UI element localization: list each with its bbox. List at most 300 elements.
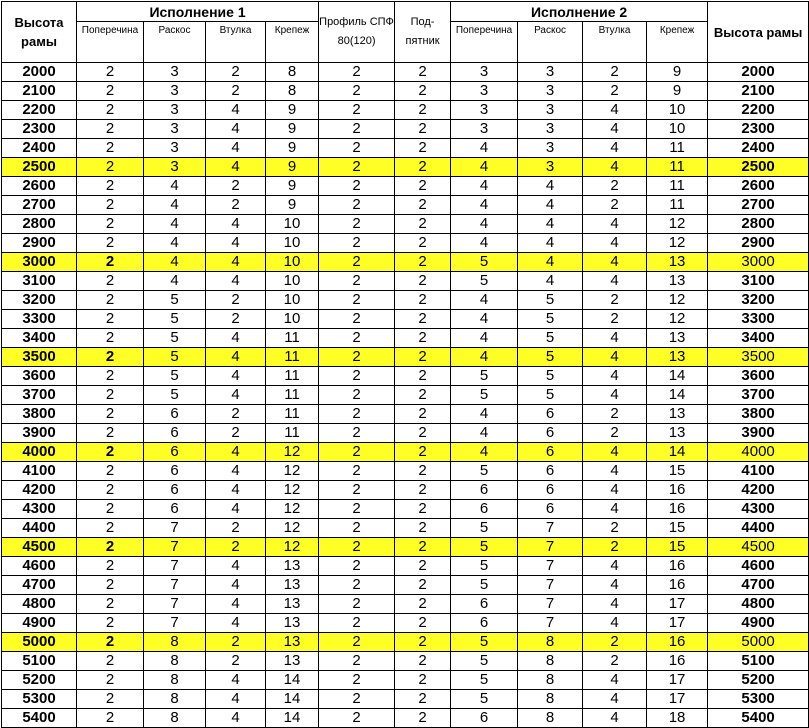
- value-cell: 9: [266, 177, 319, 196]
- value-cell: 4: [206, 595, 266, 614]
- value-cell: 4: [206, 120, 266, 139]
- table-row: [2, 614, 809, 633]
- value-cell: 12: [647, 234, 708, 253]
- height-cell-left: 2000: [2, 63, 77, 82]
- value-cell: 5: [144, 291, 206, 310]
- value-cell: 2: [77, 405, 144, 424]
- value-cell: 2: [77, 291, 144, 310]
- value-cell: 2: [395, 386, 451, 405]
- value-cell: 2: [77, 614, 144, 633]
- value-cell: 3: [518, 120, 583, 139]
- table-row: [2, 557, 809, 576]
- value-cell: 2: [77, 158, 144, 177]
- height-cell-left: 2900: [2, 234, 77, 253]
- value-cell: 2: [395, 443, 451, 462]
- value-cell: 18: [647, 709, 708, 728]
- height-cell-right: 4200: [708, 481, 809, 500]
- table-row: [2, 253, 809, 272]
- value-cell: 16: [647, 576, 708, 595]
- table-body: [2, 63, 809, 728]
- value-cell: 10: [266, 253, 319, 272]
- value-cell: 2: [206, 310, 266, 329]
- value-cell: 11: [266, 405, 319, 424]
- value-cell: 2: [77, 120, 144, 139]
- table-row: [2, 424, 809, 443]
- value-cell: 2: [319, 329, 395, 348]
- table-row: [2, 671, 809, 690]
- value-cell: 4: [583, 253, 647, 272]
- value-cell: 4: [451, 196, 518, 215]
- value-cell: 2: [206, 652, 266, 671]
- value-cell: 2: [395, 158, 451, 177]
- height-cell-left: 3800: [2, 405, 77, 424]
- height-cell-left: 3100: [2, 272, 77, 291]
- value-cell: 5: [144, 348, 206, 367]
- value-cell: 13: [647, 424, 708, 443]
- value-cell: 2: [319, 253, 395, 272]
- value-cell: 4: [206, 462, 266, 481]
- value-cell: 7: [144, 557, 206, 576]
- height-cell-right: 4400: [708, 519, 809, 538]
- value-cell: 6: [144, 424, 206, 443]
- height-cell-right: 4600: [708, 557, 809, 576]
- value-cell: 2: [77, 443, 144, 462]
- value-cell: 4: [583, 690, 647, 709]
- value-cell: 9: [266, 120, 319, 139]
- value-cell: 12: [266, 481, 319, 500]
- value-cell: 2: [77, 63, 144, 82]
- value-cell: 2: [395, 538, 451, 557]
- value-cell: 2: [319, 158, 395, 177]
- table-row: [2, 652, 809, 671]
- height-cell-right: 4000: [708, 443, 809, 462]
- value-cell: 2: [206, 63, 266, 82]
- value-cell: 2: [395, 139, 451, 158]
- height-cell-left: 2400: [2, 139, 77, 158]
- value-cell: 3: [144, 101, 206, 120]
- value-cell: 12: [266, 443, 319, 462]
- value-cell: 7: [518, 519, 583, 538]
- value-cell: 6: [518, 424, 583, 443]
- table-row: [2, 196, 809, 215]
- value-cell: 2: [319, 557, 395, 576]
- value-cell: 2: [319, 462, 395, 481]
- table-row: [2, 481, 809, 500]
- value-cell: 4: [144, 177, 206, 196]
- value-cell: 4: [451, 348, 518, 367]
- table-row: [2, 367, 809, 386]
- height-cell-right: 2500: [708, 158, 809, 177]
- height-cell-left: 4200: [2, 481, 77, 500]
- table-row: [2, 291, 809, 310]
- value-cell: 2: [395, 253, 451, 272]
- value-cell: 2: [77, 595, 144, 614]
- value-cell: 10: [647, 101, 708, 120]
- value-cell: 2: [77, 519, 144, 538]
- value-cell: 9: [266, 139, 319, 158]
- value-cell: 2: [319, 595, 395, 614]
- table-row: [2, 82, 809, 101]
- value-cell: 6: [144, 405, 206, 424]
- value-cell: 5: [451, 576, 518, 595]
- value-cell: 5: [451, 652, 518, 671]
- value-cell: 2: [77, 557, 144, 576]
- height-cell-right: 5300: [708, 690, 809, 709]
- value-cell: 3: [518, 101, 583, 120]
- value-cell: 8: [144, 671, 206, 690]
- value-cell: 2: [77, 348, 144, 367]
- value-cell: 12: [647, 215, 708, 234]
- table-row: [2, 709, 809, 728]
- value-cell: 2: [319, 348, 395, 367]
- value-cell: 4: [583, 101, 647, 120]
- value-cell: 2: [319, 443, 395, 462]
- height-cell-right: 4100: [708, 462, 809, 481]
- height-cell-left: 4000: [2, 443, 77, 462]
- value-cell: 3: [144, 120, 206, 139]
- value-cell: 11: [647, 196, 708, 215]
- value-cell: 10: [266, 291, 319, 310]
- value-cell: 2: [395, 500, 451, 519]
- height-cell-left: 4700: [2, 576, 77, 595]
- value-cell: 7: [518, 538, 583, 557]
- value-cell: 2: [77, 633, 144, 652]
- table-row: [2, 462, 809, 481]
- value-cell: 6: [518, 462, 583, 481]
- value-cell: 4: [583, 557, 647, 576]
- value-cell: 2: [319, 519, 395, 538]
- value-cell: 5: [144, 367, 206, 386]
- height-cell-right: 4800: [708, 595, 809, 614]
- sub2-krepezh: Крепеж: [647, 22, 708, 63]
- value-cell: 4: [451, 215, 518, 234]
- value-cell: 4: [206, 329, 266, 348]
- table-row: [2, 405, 809, 424]
- value-cell: 8: [518, 652, 583, 671]
- value-cell: 10: [266, 234, 319, 253]
- value-cell: 8: [144, 709, 206, 728]
- value-cell: 9: [266, 196, 319, 215]
- value-cell: 9: [266, 101, 319, 120]
- value-cell: 6: [451, 614, 518, 633]
- value-cell: 4: [144, 253, 206, 272]
- height-cell-left: 2500: [2, 158, 77, 177]
- value-cell: 4: [583, 215, 647, 234]
- value-cell: 6: [144, 462, 206, 481]
- value-cell: 11: [647, 177, 708, 196]
- height-cell-right: 5200: [708, 671, 809, 690]
- value-cell: 2: [395, 120, 451, 139]
- value-cell: 6: [144, 443, 206, 462]
- value-cell: 9: [266, 158, 319, 177]
- value-cell: 5: [518, 348, 583, 367]
- value-cell: 3: [451, 101, 518, 120]
- value-cell: 2: [583, 310, 647, 329]
- value-cell: 2: [319, 633, 395, 652]
- value-cell: 6: [144, 481, 206, 500]
- value-cell: 8: [518, 709, 583, 728]
- value-cell: 2: [395, 557, 451, 576]
- value-cell: 4: [206, 576, 266, 595]
- value-cell: 2: [583, 291, 647, 310]
- value-cell: 4: [451, 310, 518, 329]
- value-cell: 13: [266, 557, 319, 576]
- value-cell: 2: [319, 82, 395, 101]
- value-cell: 4: [206, 386, 266, 405]
- height-cell-right: 2300: [708, 120, 809, 139]
- height-cell-right: 2800: [708, 215, 809, 234]
- value-cell: 2: [395, 405, 451, 424]
- value-cell: 2: [583, 405, 647, 424]
- value-cell: 2: [319, 576, 395, 595]
- value-cell: 16: [647, 652, 708, 671]
- value-cell: 9: [647, 63, 708, 82]
- value-cell: 12: [266, 500, 319, 519]
- value-cell: 2: [395, 215, 451, 234]
- value-cell: 2: [319, 367, 395, 386]
- frame-spec-table: [1, 1, 809, 728]
- value-cell: 4: [144, 196, 206, 215]
- value-cell: 3: [451, 82, 518, 101]
- table-row: [2, 158, 809, 177]
- value-cell: 2: [583, 424, 647, 443]
- value-cell: 15: [647, 519, 708, 538]
- value-cell: 14: [647, 367, 708, 386]
- value-cell: 2: [395, 234, 451, 253]
- value-cell: 2: [395, 652, 451, 671]
- table-row: [2, 348, 809, 367]
- value-cell: 2: [395, 329, 451, 348]
- value-cell: 2: [395, 63, 451, 82]
- table-row: [2, 120, 809, 139]
- value-cell: 2: [77, 101, 144, 120]
- value-cell: 2: [395, 709, 451, 728]
- value-cell: 16: [647, 633, 708, 652]
- value-cell: 4: [206, 158, 266, 177]
- value-cell: 5: [451, 272, 518, 291]
- value-cell: 4: [583, 462, 647, 481]
- value-cell: 2: [583, 177, 647, 196]
- value-cell: 7: [144, 595, 206, 614]
- value-cell: 4: [144, 234, 206, 253]
- value-cell: 9: [647, 82, 708, 101]
- value-cell: 2: [319, 234, 395, 253]
- value-cell: 2: [319, 63, 395, 82]
- value-cell: 2: [395, 348, 451, 367]
- height-cell-left: 4300: [2, 500, 77, 519]
- value-cell: 2: [206, 196, 266, 215]
- value-cell: 2: [395, 462, 451, 481]
- value-cell: 2: [583, 652, 647, 671]
- value-cell: 13: [266, 633, 319, 652]
- value-cell: 2: [77, 709, 144, 728]
- value-cell: 2: [77, 576, 144, 595]
- value-cell: 4: [583, 139, 647, 158]
- value-cell: 12: [266, 519, 319, 538]
- value-cell: 5: [451, 367, 518, 386]
- height-cell-right: 3500: [708, 348, 809, 367]
- value-cell: 10: [266, 310, 319, 329]
- value-cell: 2: [395, 367, 451, 386]
- value-cell: 2: [77, 652, 144, 671]
- value-cell: 2: [395, 481, 451, 500]
- value-cell: 7: [144, 538, 206, 557]
- value-cell: 7: [518, 576, 583, 595]
- value-cell: 2: [77, 215, 144, 234]
- value-cell: 2: [583, 63, 647, 82]
- value-cell: 5: [518, 329, 583, 348]
- value-cell: 2: [77, 139, 144, 158]
- value-cell: 14: [266, 709, 319, 728]
- value-cell: 2: [206, 177, 266, 196]
- value-cell: 14: [266, 690, 319, 709]
- table-row: [2, 139, 809, 158]
- height-cell-right: 4700: [708, 576, 809, 595]
- value-cell: 4: [206, 481, 266, 500]
- height-cell-right: 3100: [708, 272, 809, 291]
- value-cell: 4: [451, 424, 518, 443]
- height-cell-right: 2900: [708, 234, 809, 253]
- group2-header: Исполнение 2: [451, 2, 708, 22]
- value-cell: 14: [647, 386, 708, 405]
- value-cell: 4: [451, 405, 518, 424]
- sub1-vtulka: Втулка: [206, 22, 266, 63]
- value-cell: 4: [206, 614, 266, 633]
- value-cell: 12: [266, 538, 319, 557]
- value-cell: 8: [518, 633, 583, 652]
- value-cell: 8: [144, 690, 206, 709]
- height-cell-left: 4600: [2, 557, 77, 576]
- value-cell: 4: [206, 671, 266, 690]
- value-cell: 2: [77, 196, 144, 215]
- value-cell: 2: [395, 519, 451, 538]
- value-cell: 2: [206, 633, 266, 652]
- value-cell: 3: [144, 63, 206, 82]
- value-cell: 2: [319, 177, 395, 196]
- value-cell: 4: [144, 215, 206, 234]
- value-cell: 16: [647, 481, 708, 500]
- table-row: [2, 310, 809, 329]
- table-row: [2, 633, 809, 652]
- value-cell: 11: [647, 139, 708, 158]
- value-cell: 10: [266, 215, 319, 234]
- height-cell-left: 3300: [2, 310, 77, 329]
- value-cell: 2: [319, 196, 395, 215]
- value-cell: 2: [77, 538, 144, 557]
- value-cell: 5: [451, 519, 518, 538]
- value-cell: 2: [395, 671, 451, 690]
- height-cell-left: 5300: [2, 690, 77, 709]
- value-cell: 2: [319, 386, 395, 405]
- value-cell: 2: [77, 253, 144, 272]
- value-cell: 4: [206, 139, 266, 158]
- value-cell: 2: [77, 177, 144, 196]
- value-cell: 2: [77, 329, 144, 348]
- value-cell: 5: [518, 367, 583, 386]
- height-header-right: Высота рамы: [708, 2, 809, 63]
- value-cell: 2: [395, 196, 451, 215]
- value-cell: 5: [451, 690, 518, 709]
- table-row: [2, 500, 809, 519]
- value-cell: 2: [395, 424, 451, 443]
- value-cell: 17: [647, 690, 708, 709]
- table-row: [2, 329, 809, 348]
- value-cell: 4: [518, 215, 583, 234]
- height-cell-left: 5000: [2, 633, 77, 652]
- table-row: [2, 386, 809, 405]
- value-cell: 2: [319, 424, 395, 443]
- value-cell: 5: [144, 329, 206, 348]
- value-cell: 4: [206, 215, 266, 234]
- value-cell: 4: [206, 234, 266, 253]
- height-cell-left: 4400: [2, 519, 77, 538]
- value-cell: 4: [206, 557, 266, 576]
- value-cell: 2: [77, 481, 144, 500]
- value-cell: 13: [647, 329, 708, 348]
- height-cell-left: 4500: [2, 538, 77, 557]
- value-cell: 4: [206, 348, 266, 367]
- height-cell-left: 4100: [2, 462, 77, 481]
- value-cell: 4: [583, 709, 647, 728]
- height-cell-left: 3000: [2, 253, 77, 272]
- value-cell: 8: [144, 652, 206, 671]
- value-cell: 6: [518, 481, 583, 500]
- value-cell: 4: [451, 158, 518, 177]
- value-cell: 4: [583, 367, 647, 386]
- value-cell: 7: [144, 614, 206, 633]
- value-cell: 7: [518, 614, 583, 633]
- value-cell: 13: [266, 652, 319, 671]
- value-cell: 2: [395, 177, 451, 196]
- value-cell: 2: [583, 538, 647, 557]
- height-cell-left: 5200: [2, 671, 77, 690]
- height-cell-right: 5100: [708, 652, 809, 671]
- value-cell: 4: [451, 177, 518, 196]
- value-cell: 2: [319, 538, 395, 557]
- podpyatnik-header: Под-пятник: [395, 2, 451, 63]
- height-cell-left: 3700: [2, 386, 77, 405]
- height-cell-left: 3600: [2, 367, 77, 386]
- value-cell: 2: [206, 82, 266, 101]
- value-cell: 2: [319, 614, 395, 633]
- height-cell-right: 3200: [708, 291, 809, 310]
- value-cell: 2: [583, 519, 647, 538]
- value-cell: 5: [144, 310, 206, 329]
- value-cell: 2: [319, 120, 395, 139]
- height-cell-left: 2700: [2, 196, 77, 215]
- value-cell: 3: [144, 82, 206, 101]
- value-cell: 4: [583, 120, 647, 139]
- value-cell: 15: [647, 538, 708, 557]
- value-cell: 13: [647, 348, 708, 367]
- value-cell: 13: [647, 253, 708, 272]
- value-cell: 3: [518, 82, 583, 101]
- value-cell: 2: [77, 671, 144, 690]
- value-cell: 4: [206, 253, 266, 272]
- table-row: [2, 215, 809, 234]
- table-row: [2, 595, 809, 614]
- value-cell: 4: [206, 101, 266, 120]
- value-cell: 6: [518, 443, 583, 462]
- height-cell-right: 5000: [708, 633, 809, 652]
- value-cell: 4: [206, 500, 266, 519]
- value-cell: 7: [144, 519, 206, 538]
- height-cell-left: 4800: [2, 595, 77, 614]
- value-cell: 4: [518, 234, 583, 253]
- value-cell: 4: [206, 443, 266, 462]
- value-cell: 5: [451, 671, 518, 690]
- value-cell: 2: [583, 633, 647, 652]
